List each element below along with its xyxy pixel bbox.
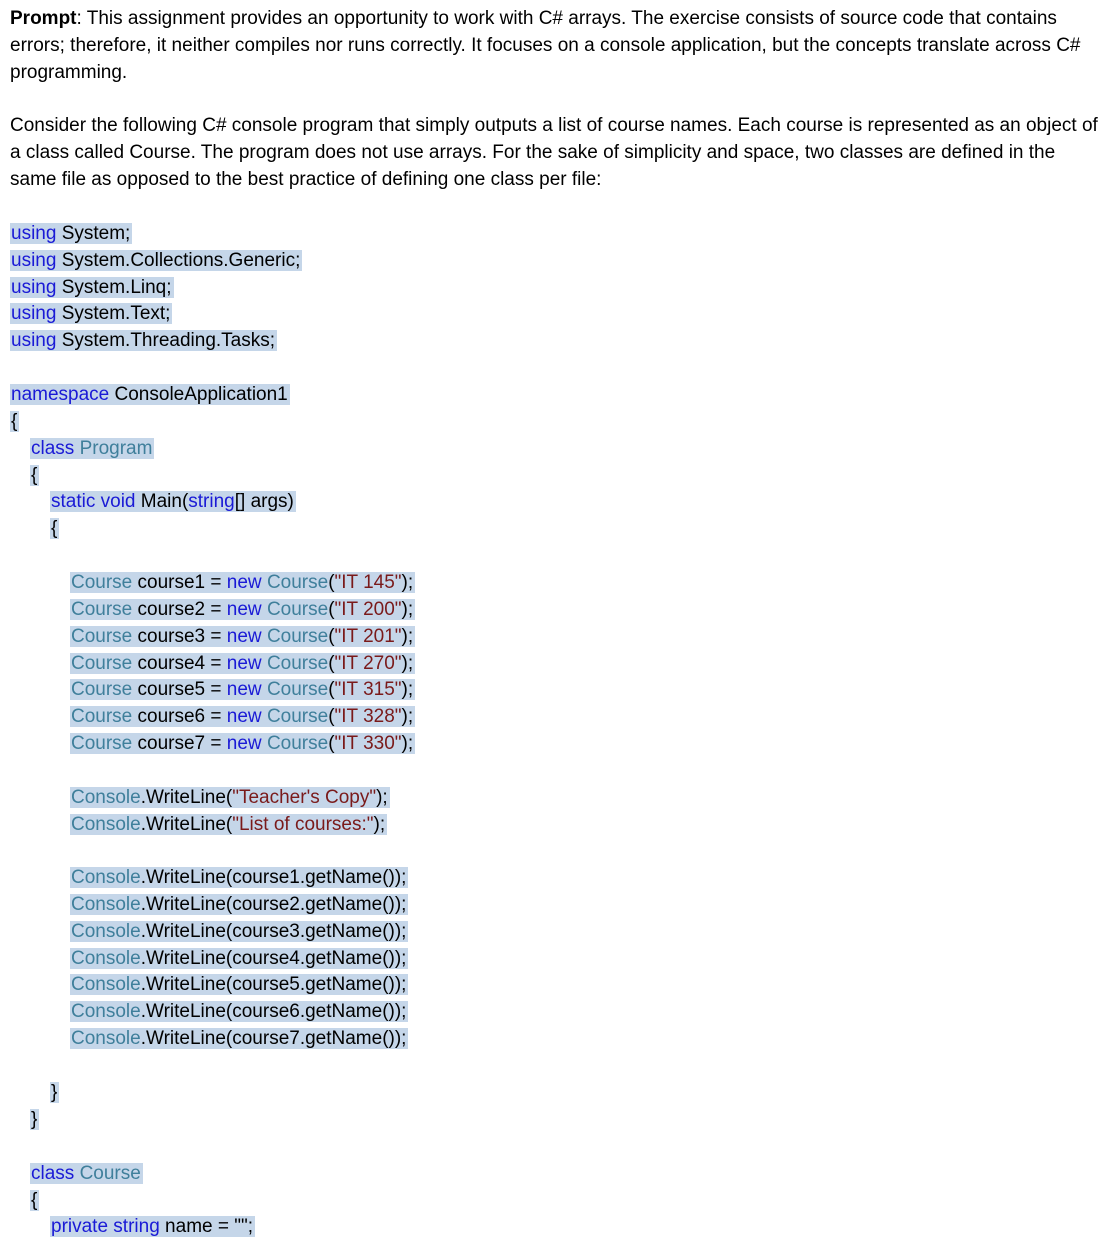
intro-text: : This assignment provides an opportunity to work with C# arrays. The exercise consists of source code that contains errors; therefore, it neither compiles nor runs correctly. It focuses on a console application, but the concepts translate across C# programming. [10,8,1081,83]
using-namespace: System; [61,223,131,244]
using-namespace: System.Threading.Tasks; [61,330,276,351]
course-type: Course [71,572,133,593]
writeline-header [70,786,390,809]
course-type: Course [71,652,133,674]
paren: ( [328,572,335,593]
brace: { [31,1190,38,1211]
class-course-line [30,1162,143,1185]
paren: ( [328,652,335,674]
course-type: Course [71,625,133,647]
console-type: Console [71,920,141,942]
course-type: Course [266,625,329,647]
code-highlight [70,706,415,727]
code-highlight [70,867,408,888]
code-highlight [10,330,277,351]
paren: ( [328,625,335,647]
paren: ); [401,706,414,728]
writeline-call: .WriteLine( [140,814,233,835]
main-close-brace [50,1081,59,1104]
using-keyword: using [11,249,57,271]
code-highlight [30,1163,143,1184]
code-highlight [10,384,290,405]
course-declaration [70,678,415,701]
writeline-header [70,813,387,836]
code-highlight [70,733,415,754]
course-type: Course [71,706,133,728]
code-highlight [70,814,387,835]
paren: ( [328,706,335,728]
getname-call: course6.getName()); [232,1001,407,1023]
getname-call: course5.getName()); [232,974,407,996]
code-highlight [70,572,415,593]
header-string: "Teacher's Copy" [232,787,377,808]
getname-call: course4.getName()); [232,947,407,969]
main-name: Main( [140,491,189,512]
course-type: Course [266,733,329,755]
brace: } [51,1082,58,1103]
using-namespace: System.Collections.Generic; [61,249,301,271]
writeline-course [70,1027,408,1050]
course-declaration [70,598,415,621]
course-type: Course [266,598,329,620]
new-keyword: new [226,625,262,647]
course-name-string: "IT 315" [334,679,402,701]
code-highlight [70,974,408,995]
new-keyword: new [226,679,262,701]
class-name: Course [79,1163,141,1184]
writeline-course [70,866,408,889]
paren: ( [328,598,335,620]
paren: ); [401,733,414,755]
console-type: Console [71,787,141,808]
paren: ); [401,598,414,620]
new-keyword: new [226,652,262,674]
variable-name: course5 [137,679,206,701]
course-type: Course [71,598,133,620]
main-signature [50,490,296,513]
console-type: Console [71,1028,141,1050]
code-highlight [30,465,39,486]
intro-paragraph [10,5,1105,86]
variable-name: course6 [137,706,206,728]
variable-name: course4 [137,652,206,674]
writeline-call: .WriteLine( [140,787,233,808]
getname-call: course1.getName()); [232,867,407,888]
console-type: Console [71,947,141,969]
code-highlight [70,948,408,969]
course-type: Course [266,679,329,701]
class-keyword: class [31,1163,75,1184]
variable-name: course2 [137,598,206,620]
code-highlight [10,223,132,244]
using-line [10,249,302,272]
code-highlight [50,1216,255,1237]
namespace-open-brace [10,410,19,433]
writeline-call: .WriteLine( [140,1001,233,1023]
getname-call: course3.getName()); [232,920,407,942]
paren: ); [401,679,414,701]
course-name-string: "IT 200" [334,598,402,620]
code-highlight [70,1001,408,1022]
course-type: Course [266,652,329,674]
code-highlight [30,1109,39,1130]
course-name-string: "IT 201" [334,625,402,647]
paren: ); [401,625,414,647]
writeline-call: .WriteLine( [140,920,233,942]
course-name-string: "IT 145" [334,572,402,593]
namespace-keyword: namespace [11,384,110,405]
string-keyword: string [188,491,235,512]
console-type: Console [71,893,141,915]
assign-operator: = [205,598,227,620]
course-declaration [70,625,415,648]
brace: { [31,465,38,486]
variable-name: course1 [137,572,206,593]
code-highlight [70,679,415,700]
code-highlight [50,1082,59,1103]
course-declaration [70,571,415,594]
class-keyword: class [31,438,75,459]
writeline-call: .WriteLine( [140,974,233,996]
new-keyword: new [226,572,262,593]
description-paragraph: Consider the following C# console program that simply outputs a list of course names. Each course is represented as an object of a class called Course. The program does not use arrays. For the sake of simplicity and space, two classes are defined in the same file as opposed to the best practice of defining one class per file: [10,115,1098,190]
paren: ); [401,572,414,593]
console-type: Console [71,867,141,888]
code-highlight [70,894,408,915]
code-highlight [30,1190,39,1211]
using-keyword: using [11,303,57,325]
course-type: Course [71,733,133,755]
using-line [10,222,132,245]
using-keyword: using [11,223,57,244]
code-highlight [70,653,415,674]
name-field-line [50,1215,255,1238]
course-name-string: "IT 328" [334,706,402,728]
writeline-call: .WriteLine( [140,893,233,915]
writeline-course [70,973,408,996]
code-highlight [30,438,154,459]
getname-call: course2.getName()); [232,893,407,915]
static-void-keyword: static void [51,491,136,512]
course-declaration [70,652,415,675]
code-highlight [70,1028,408,1049]
writeline-course [70,947,408,970]
writeline-call: .WriteLine( [140,1028,233,1050]
brace: { [51,518,58,539]
course-name-string: "IT 330" [334,733,402,755]
brace: } [31,1109,38,1130]
code-highlight [10,411,19,432]
assign-operator: = [205,625,227,647]
writeline-course [70,920,408,943]
using-keyword: using [11,276,57,298]
paren: ); [401,652,414,674]
paren: ( [328,679,335,701]
class-program-line [30,437,154,460]
writeline-call: .WriteLine( [140,947,233,969]
code-highlight [70,626,415,647]
writeline-course [70,1000,408,1023]
code-highlight [10,250,302,271]
private-string-keyword: private string [51,1216,160,1237]
code-highlight [70,787,390,808]
paren: ); [376,787,388,808]
variable-name: course7 [137,733,206,755]
assign-operator: = [205,679,227,701]
assign-operator: = [205,733,227,755]
namespace-line [10,383,290,406]
using-line [10,302,172,325]
variable-name: course3 [137,625,206,647]
course-name-string: "IT 270" [334,652,402,674]
using-line [10,329,277,352]
new-keyword: new [226,598,262,620]
using-namespace: System.Linq; [61,276,172,298]
main-open-brace [50,517,59,540]
new-keyword: new [226,706,262,728]
console-type: Console [71,814,141,835]
using-line [10,276,174,299]
writeline-call: .WriteLine( [140,867,233,888]
code-highlight [50,518,59,539]
course-type: Course [266,572,329,593]
class-close-brace [30,1108,39,1131]
paren: ); [373,814,386,835]
code-highlight [50,491,296,512]
console-type: Console [71,1001,141,1023]
course-declaration [70,705,415,728]
writeline-course [70,893,408,916]
class-name: Program [79,438,153,459]
course-declaration [70,732,415,755]
class-open-brace [30,464,39,487]
code-highlight [70,921,408,942]
prompt-label: Prompt [10,8,77,29]
using-keyword: using [11,330,57,351]
code-highlight [10,303,172,324]
field-declaration: name = ""; [159,1216,254,1237]
assign-operator: = [205,572,227,593]
header-string: "List of courses:" [232,814,374,835]
console-type: Console [71,974,141,996]
main-args: [] args) [234,491,294,512]
paren: ( [328,733,335,755]
course-open-brace [30,1189,39,1212]
new-keyword: new [226,733,262,755]
getname-call: course7.getName()); [232,1028,407,1050]
brace: { [11,411,18,432]
assign-operator: = [205,706,227,728]
code-highlight [10,277,174,298]
namespace-name: ConsoleApplication1 [114,384,288,405]
assign-operator: = [205,652,227,674]
code-highlight [70,599,415,620]
course-type: Course [266,706,329,728]
course-type: Course [71,679,133,701]
using-namespace: System.Text; [61,303,171,325]
